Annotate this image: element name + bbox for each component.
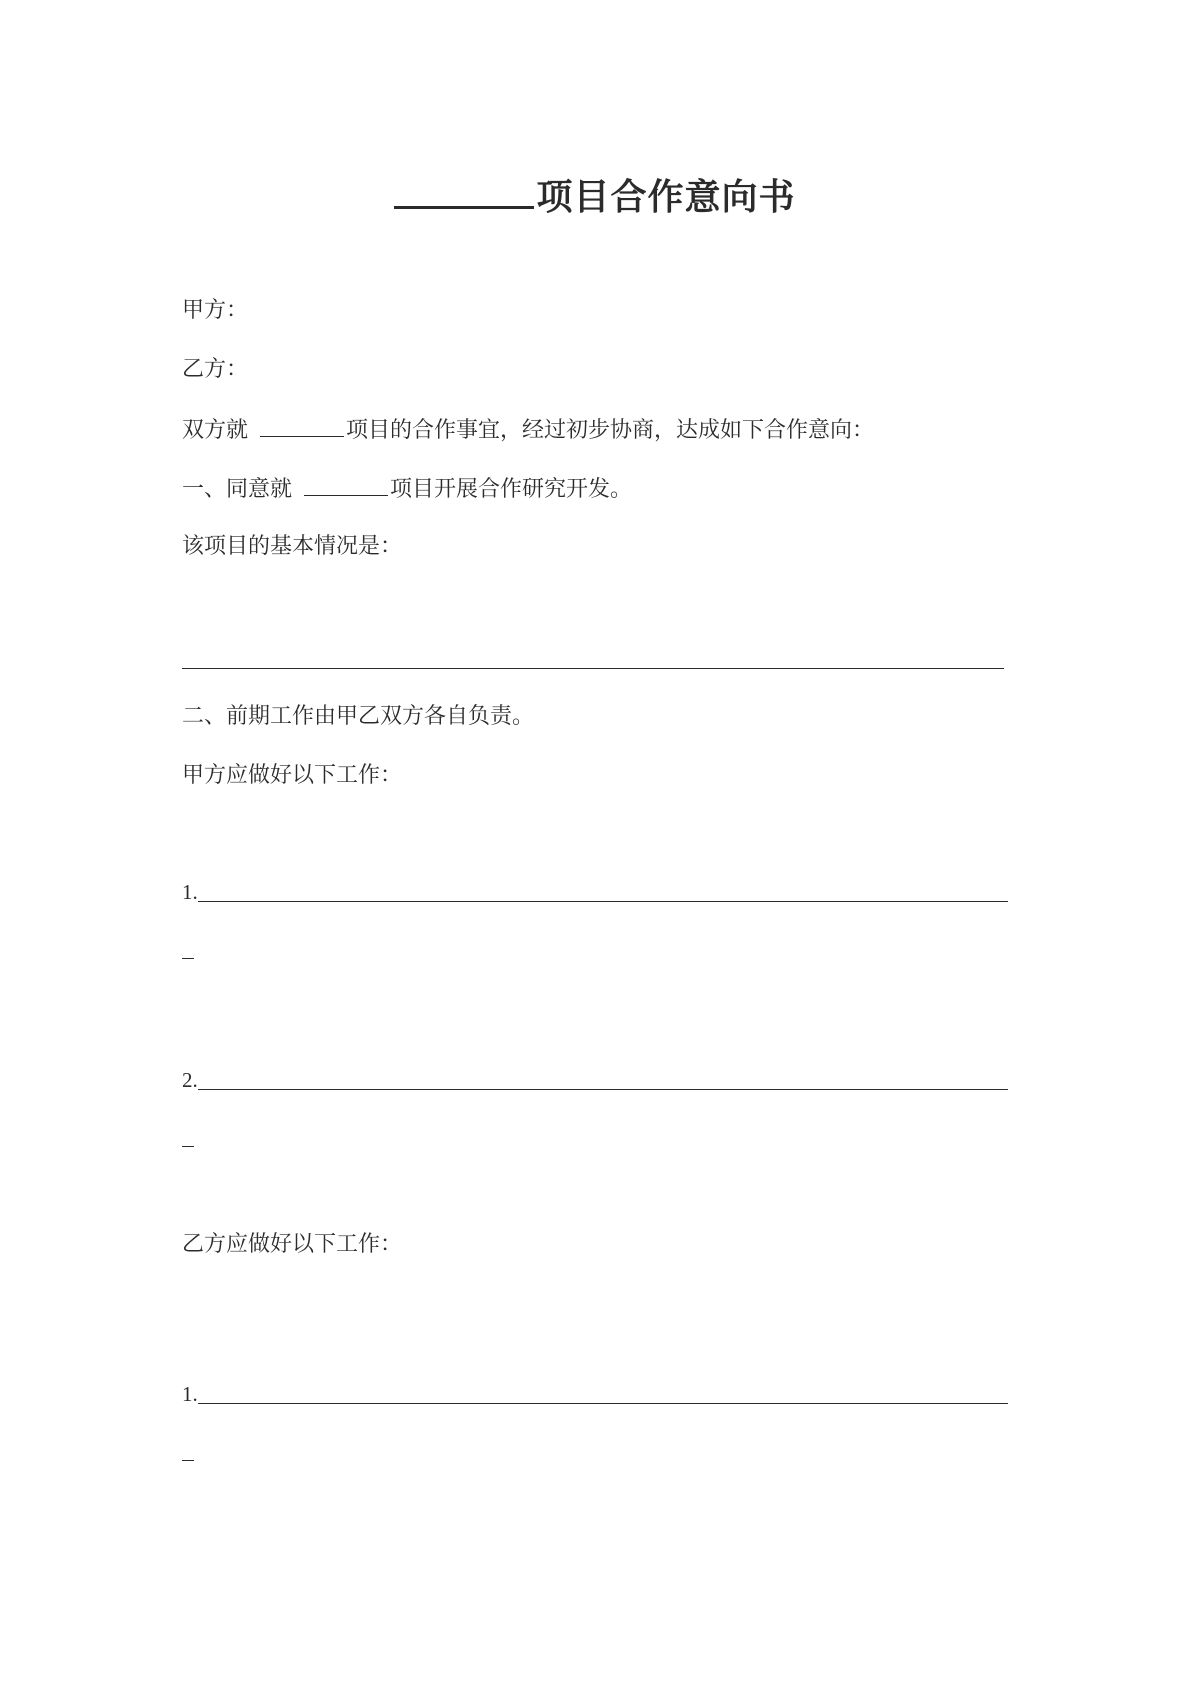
clause-one-suffix: 项目开展合作研究开发。 xyxy=(390,477,633,502)
party-a-item-2-fill-line[interactable] xyxy=(198,1067,1008,1090)
title-text: 项目合作意向书 xyxy=(536,177,796,218)
party-b-work-label: 乙方应做好以下工作： xyxy=(182,1232,403,1257)
clause-one-prefix: 一、同意就 xyxy=(182,477,293,502)
title-project-name-blank[interactable] xyxy=(394,170,534,209)
party-b-item-1-number: 1. xyxy=(182,1382,198,1406)
party-a-item-1-continuation-dash xyxy=(182,958,194,959)
party-a-work-label: 甲方应做好以下工作： xyxy=(182,763,403,788)
basic-situation-label: 该项目的基本情况是： xyxy=(182,534,403,559)
party-a-item-2 xyxy=(182,1066,1008,1094)
intro-paragraph xyxy=(182,414,874,446)
intro-prefix: 双方就 xyxy=(182,418,249,443)
party-a-label: 甲方： xyxy=(182,298,249,323)
party-a-item-2-continuation-dash xyxy=(182,1146,194,1147)
party-a-item-1-fill-line[interactable] xyxy=(198,879,1008,902)
clause-one xyxy=(182,473,632,505)
party-b-label: 乙方： xyxy=(182,357,249,382)
party-a-item-1-number: 1. xyxy=(182,880,198,904)
clause-one-project-blank[interactable] xyxy=(304,473,388,496)
party-a-item-1 xyxy=(182,878,1008,906)
intro-project-blank[interactable] xyxy=(260,414,344,437)
party-b-item-1 xyxy=(182,1380,1008,1408)
document-title xyxy=(0,170,1190,220)
party-b-item-1-continuation-dash xyxy=(182,1460,194,1461)
intro-suffix: 项目的合作事宜，经过初步协商，达成如下合作意向： xyxy=(346,418,875,443)
party-a-item-2-number: 2. xyxy=(182,1068,198,1092)
party-b-item-1-fill-line[interactable] xyxy=(198,1381,1008,1404)
clause-two: 二、前期工作由甲乙双方各自负责。 xyxy=(182,704,535,729)
basic-situation-fill-line[interactable] xyxy=(182,668,1004,669)
